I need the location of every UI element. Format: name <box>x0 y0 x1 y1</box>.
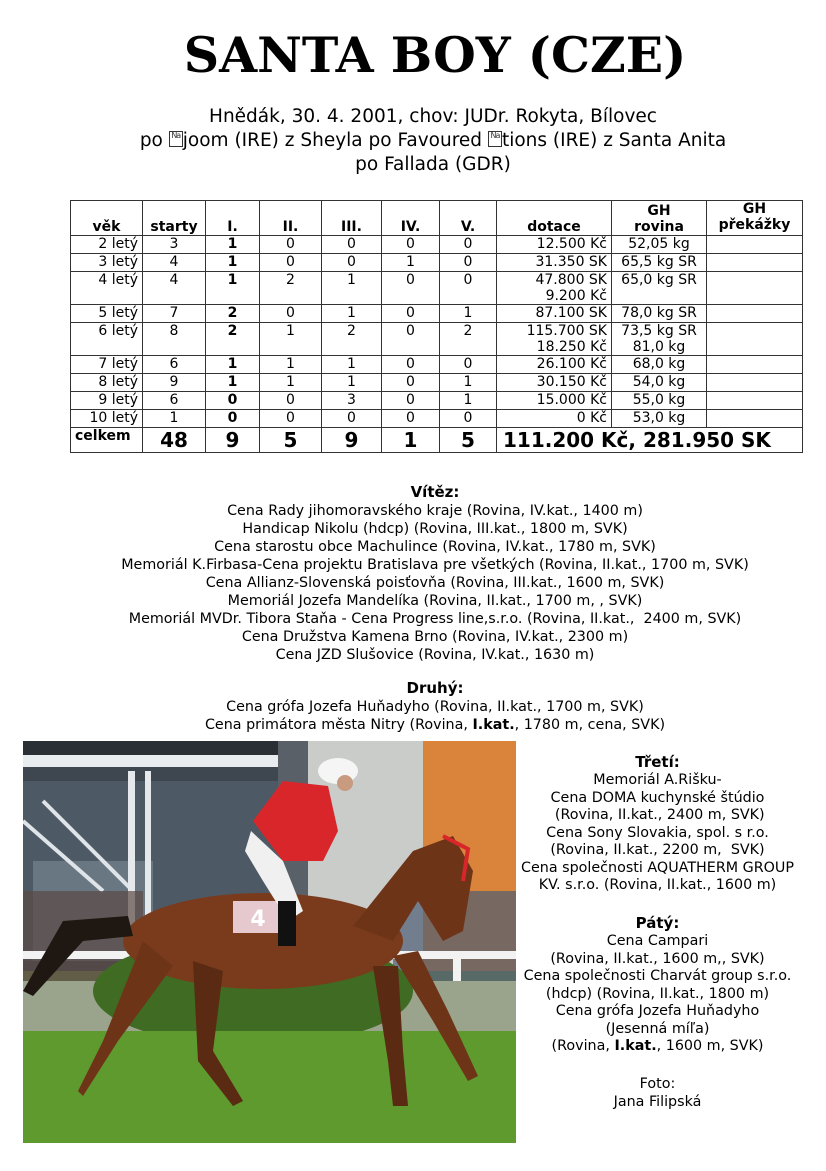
fifth-race-line-pre: (hdcp) (Rovina, II.kat., 1800 m) <box>545 985 770 1002</box>
header-age: věk <box>71 201 143 236</box>
gh-jump-cell <box>707 392 803 410</box>
fifth-place-cell: 0 <box>440 254 497 272</box>
starts-cell: 3 <box>143 236 206 254</box>
winner-race: Cena JZD Slušovice (Rovina, IV.kat., 1630 m) <box>275 647 595 663</box>
third-race-list <box>515 772 800 895</box>
header-fourth: IV. <box>382 201 440 236</box>
fifth-race-list <box>515 933 800 1056</box>
prize-cell <box>497 305 612 323</box>
fifth-heading: Pátý: <box>635 914 680 932</box>
fifth-place-cell: 1 <box>440 305 497 323</box>
table-row <box>71 305 803 323</box>
fifth-race-line <box>515 986 800 1004</box>
fourth-place-cell: 0 <box>382 392 440 410</box>
fourth-place-cell: 1 <box>382 254 440 272</box>
fifth-race-line <box>515 1021 800 1039</box>
pedigree-line-2: po Fallada (GDR) <box>355 154 511 175</box>
prize-cell-line: 12.500 Kč <box>536 236 607 252</box>
fourth-place-cell: 0 <box>382 374 440 392</box>
age-cell: 8 letý <box>71 374 143 392</box>
photo-credit-label: Foto: <box>639 1076 676 1092</box>
gh-jump-cell <box>707 236 803 254</box>
gh-flat-cell-line: 78,0 kg SR <box>621 305 697 321</box>
table-row <box>71 356 803 374</box>
header-gh-flat-line1: GH <box>647 203 671 219</box>
prize-cell <box>497 392 612 410</box>
third-place-section <box>515 752 800 895</box>
fifth-place-cell: 0 <box>440 272 497 305</box>
starts-cell: 7 <box>143 305 206 323</box>
saddle-number: 4 <box>250 907 266 932</box>
winner-heading: Vítěz: <box>410 483 460 501</box>
prize-cell-line: 30.150 Kč <box>536 374 607 390</box>
starts-cell: 8 <box>143 323 206 356</box>
header-prize: dotace <box>497 201 612 236</box>
age-cell: 5 letý <box>71 305 143 323</box>
prize-cell <box>497 356 612 374</box>
third-place-cell: 1 <box>322 305 382 323</box>
third-place-cell: 0 <box>322 410 382 428</box>
horse-name-title: SANTA BOY (CZE) <box>183 26 687 84</box>
age-cell: 2 letý <box>71 236 143 254</box>
prize-cell <box>497 323 612 356</box>
second-place-cell: 0 <box>260 254 322 272</box>
first-place-cell: 1 <box>206 254 260 272</box>
total-second: 5 <box>260 428 322 453</box>
third-place-cell: 0 <box>322 254 382 272</box>
third-place-cell: 0 <box>322 236 382 254</box>
gh-flat-cell-line: 65,0 kg SR <box>621 272 697 288</box>
fourth-place-cell: 0 <box>382 272 440 305</box>
canopy <box>23 755 283 767</box>
fifth-race-line-pre: (Jesenná míľa) <box>605 1020 710 1037</box>
gh-jump-cell <box>707 356 803 374</box>
first-place-cell: 2 <box>206 323 260 356</box>
third-place-cell: 2 <box>322 323 382 356</box>
second-race-pre: Cena grófa Jozefa Huňadyho (Rovina, II.kat., 1700 m, SVK) <box>226 699 644 715</box>
prize-cell-line: 31.350 SK <box>535 254 607 270</box>
header-gh-jump-line2: překážky <box>718 217 791 233</box>
table-row <box>71 272 803 305</box>
total-fifth: 5 <box>440 428 497 453</box>
gh-flat-cell <box>612 374 707 392</box>
age-cell: 4 letý <box>71 272 143 305</box>
fifth-place-cell: 1 <box>440 392 497 410</box>
fifth-place-section <box>515 913 800 1056</box>
fifth-race-line-post: , 1600 m, SVK) <box>656 1038 764 1054</box>
second-race <box>0 716 826 734</box>
total-label: celkem <box>71 428 143 453</box>
table-row <box>71 323 803 356</box>
gh-flat-cell <box>612 236 707 254</box>
second-race-pre: Cena primátora města Nitry (Rovina, <box>204 717 473 733</box>
prize-cell <box>497 410 612 428</box>
starts-cell: 6 <box>143 356 206 374</box>
gh-jump-cell <box>707 254 803 272</box>
winner-race-list <box>0 502 826 664</box>
fifth-race-line-pre: (Rovina, II.kat., 1600 m,, SVK) <box>550 950 765 967</box>
winner-race: Memoriál Jozefa Mandelíka (Rovina, II.kat., 1700 m, , SVK) <box>227 593 643 609</box>
grass <box>23 1031 516 1143</box>
winner-race: Handicap Nikolu (hdcp) (Rovina, III.kat., 1800 m, SVK) <box>242 521 628 537</box>
gh-jump-cell <box>707 305 803 323</box>
gh-flat-cell <box>612 254 707 272</box>
second-race-bold: I.kat. <box>472 717 515 733</box>
prize-cell-line: 87.100 SK <box>535 305 607 321</box>
winner-race: Cena Rady jihomoravského kraje (Rovina, IV.kat., 1400 m) <box>227 503 643 519</box>
third-race-line: Cena společnosti AQUATHERM GROUP <box>520 859 795 876</box>
third-race-line: (Rovina, II.kat., 2400 m, SVK) <box>550 807 765 823</box>
pedigree-text-b: joom (IRE) z Sheyla po Favoured <box>182 130 488 151</box>
winner-section <box>0 482 826 664</box>
third-place-cell: 1 <box>322 272 382 305</box>
gh-flat-cell <box>612 323 707 356</box>
age-cell: 6 letý <box>71 323 143 356</box>
table-total-row <box>71 428 803 453</box>
fourth-place-cell: 0 <box>382 236 440 254</box>
table-row <box>71 236 803 254</box>
first-place-cell: 0 <box>206 392 260 410</box>
table-row <box>71 374 803 392</box>
first-place-cell: 2 <box>206 305 260 323</box>
gh-flat-cell-line: 68,0 kg <box>632 356 686 372</box>
gh-flat-cell <box>612 305 707 323</box>
fifth-race-line <box>515 933 800 951</box>
table-header-row <box>71 201 803 236</box>
horse-and-jockey-image <box>23 741 516 1143</box>
winner-race: Cena starostu obce Machulince (Rovina, IV.kat., 1780 m, SVK) <box>214 539 656 555</box>
third-race-line: KV. s.r.o. (Rovina, II.kat., 1600 m) <box>538 877 777 893</box>
fifth-race-line-bold: I.kat. <box>614 1038 657 1054</box>
pedigree-line <box>0 129 826 153</box>
jockey-face <box>337 775 353 791</box>
first-place-cell: 1 <box>206 356 260 374</box>
header-gh-flat-line2: rovina <box>634 219 684 235</box>
total-third: 9 <box>322 428 382 453</box>
total-prize: 111.200 Kč, 281.950 SK <box>497 428 803 453</box>
second-place-cell: 0 <box>260 410 322 428</box>
prize-cell <box>497 254 612 272</box>
total-first: 9 <box>206 428 260 453</box>
second-place-cell: 0 <box>260 236 322 254</box>
second-race <box>0 698 826 716</box>
table-row <box>71 392 803 410</box>
fourth-place-cell: 0 <box>382 410 440 428</box>
header-starts: starty <box>143 201 206 236</box>
career-stats-table <box>70 200 803 453</box>
first-place-cell: 0 <box>206 410 260 428</box>
fifth-race-line-pre: Cena společnosti Charvát group s.r.o. <box>523 968 792 984</box>
photo-credit <box>515 1076 800 1111</box>
third-race-line: Cena DOMA kuchynské štúdio <box>550 789 765 806</box>
prize-cell-line: 47.800 SK <box>535 272 607 288</box>
missing-glyph-icon: Na <box>488 131 502 147</box>
age-cell: 9 letý <box>71 392 143 410</box>
header-gh-flat <box>612 201 707 236</box>
fifth-race-line-pre: (Rovina, <box>551 1038 615 1054</box>
gh-flat-cell-line: 52,05 kg <box>628 236 690 252</box>
gh-flat-cell-line: 81,0 kg <box>632 339 686 355</box>
gh-jump-cell <box>707 410 803 428</box>
fifth-place-cell: 2 <box>440 323 497 356</box>
winner-race: Memoriál MVDr. Tibora Staňa - Cena Progress line,s.r.o. (Rovina, II.kat., 2400 m, SVK) <box>128 611 742 627</box>
winner-race: Memoriál K.Firbasa-Cena projektu Bratislava pre všetkých (Rovina, II.kat., 1700 m, SVK) <box>121 557 749 573</box>
second-place-cell: 1 <box>260 323 322 356</box>
starts-cell: 6 <box>143 392 206 410</box>
prize-cell <box>497 236 612 254</box>
missing-glyph-icon: Na <box>169 131 183 147</box>
fifth-race-line-pre: Cena Campari <box>606 933 709 949</box>
pedigree-text-c: tions (IRE) z Santa Anita <box>501 130 727 151</box>
prize-cell <box>497 272 612 305</box>
header-third: III. <box>322 201 382 236</box>
third-place-cell: 1 <box>322 356 382 374</box>
second-heading: Druhý: <box>406 679 464 697</box>
pedigree-text-a: po <box>139 130 169 151</box>
age-cell: 7 letý <box>71 356 143 374</box>
starts-cell: 4 <box>143 272 206 305</box>
fifth-race-line <box>515 1003 800 1021</box>
header-first: I. <box>206 201 260 236</box>
fifth-place-cell: 0 <box>440 410 497 428</box>
second-place-section <box>0 678 826 734</box>
gh-flat-cell-line: 54,0 kg <box>632 374 686 390</box>
third-place-cell: 1 <box>322 374 382 392</box>
prize-cell-line: 0 Kč <box>576 410 607 426</box>
gh-flat-cell-line: 73,5 kg SR <box>621 323 697 339</box>
starts-cell: 4 <box>143 254 206 272</box>
first-place-cell: 1 <box>206 272 260 305</box>
prize-cell-line: 9.200 Kč <box>545 288 607 304</box>
fifth-race-line-pre: Cena grófa Jozefa Huňadyho <box>555 1003 760 1019</box>
gh-flat-cell <box>612 392 707 410</box>
table-row <box>71 410 803 428</box>
roof <box>23 741 283 755</box>
prize-cell <box>497 374 612 392</box>
gh-flat-cell-line: 53,0 kg <box>632 410 686 426</box>
age-cell: 3 letý <box>71 254 143 272</box>
third-heading: Třetí: <box>635 753 680 771</box>
prize-cell-line: 18.250 Kč <box>536 339 607 355</box>
header-fifth: V. <box>440 201 497 236</box>
jockey-boot <box>278 901 296 946</box>
first-place-cell: 1 <box>206 374 260 392</box>
fifth-race-line <box>515 968 800 986</box>
gh-jump-cell <box>707 374 803 392</box>
second-place-cell: 1 <box>260 374 322 392</box>
second-race-list <box>0 698 826 734</box>
winner-race: Cena Allianz-Slovenská poisťovňa (Rovina, III.kat., 1600 m, SVK) <box>205 575 665 591</box>
fifth-place-cell: 0 <box>440 356 497 374</box>
second-race-post: , 1780 m, cena, SVK) <box>514 717 666 733</box>
gh-flat-cell-line: 65,5 kg SR <box>621 254 697 270</box>
fifth-race-line <box>515 951 800 969</box>
prize-cell-line: 26.100 Kč <box>536 356 607 372</box>
gh-jump-cell <box>707 323 803 356</box>
third-race-line: Memoriál A.Rišku- <box>593 772 722 788</box>
fourth-place-cell: 0 <box>382 305 440 323</box>
age-cell: 10 letý <box>71 410 143 428</box>
race-photo <box>23 741 516 1143</box>
gh-flat-cell <box>612 356 707 374</box>
second-place-cell: 2 <box>260 272 322 305</box>
second-place-cell: 0 <box>260 392 322 410</box>
fifth-place-cell: 0 <box>440 236 497 254</box>
photo-credit-name: Jana Filipská <box>613 1093 702 1110</box>
gh-jump-cell <box>707 272 803 305</box>
third-place-cell: 3 <box>322 392 382 410</box>
first-place-cell: 1 <box>206 236 260 254</box>
fourth-place-cell: 0 <box>382 356 440 374</box>
total-fourth: 1 <box>382 428 440 453</box>
starts-cell: 1 <box>143 410 206 428</box>
winner-race: Cena Družstva Kamena Brno (Rovina, IV.kat., 2300 m) <box>241 629 629 645</box>
third-race-line: (Rovina, II.kat., 2200 m, SVK) <box>550 842 765 858</box>
second-place-cell: 1 <box>260 356 322 374</box>
fifth-place-cell: 1 <box>440 374 497 392</box>
header-gh-jump-line1: GH <box>742 201 767 217</box>
header-gh-jump <box>707 201 803 236</box>
horse-details: Hnědák, 30. 4. 2001, chov: JUDr. Rokyta, Bílovec <box>209 106 657 127</box>
gh-flat-cell-line: 55,0 kg <box>632 392 686 408</box>
third-race-line: Cena Sony Slovakia, spol. s r.o. <box>546 824 769 841</box>
fourth-place-cell: 0 <box>382 323 440 356</box>
second-place-cell: 0 <box>260 305 322 323</box>
prize-cell-line: 115.700 SK <box>526 323 607 339</box>
starts-cell: 9 <box>143 374 206 392</box>
table-body <box>71 236 803 428</box>
header-second: II. <box>260 201 322 236</box>
gh-flat-cell <box>612 272 707 305</box>
gh-flat-cell <box>612 410 707 428</box>
prize-cell-line: 15.000 Kč <box>536 392 607 408</box>
fifth-race-line <box>515 1038 800 1056</box>
total-starts: 48 <box>143 428 206 453</box>
table-row <box>71 254 803 272</box>
